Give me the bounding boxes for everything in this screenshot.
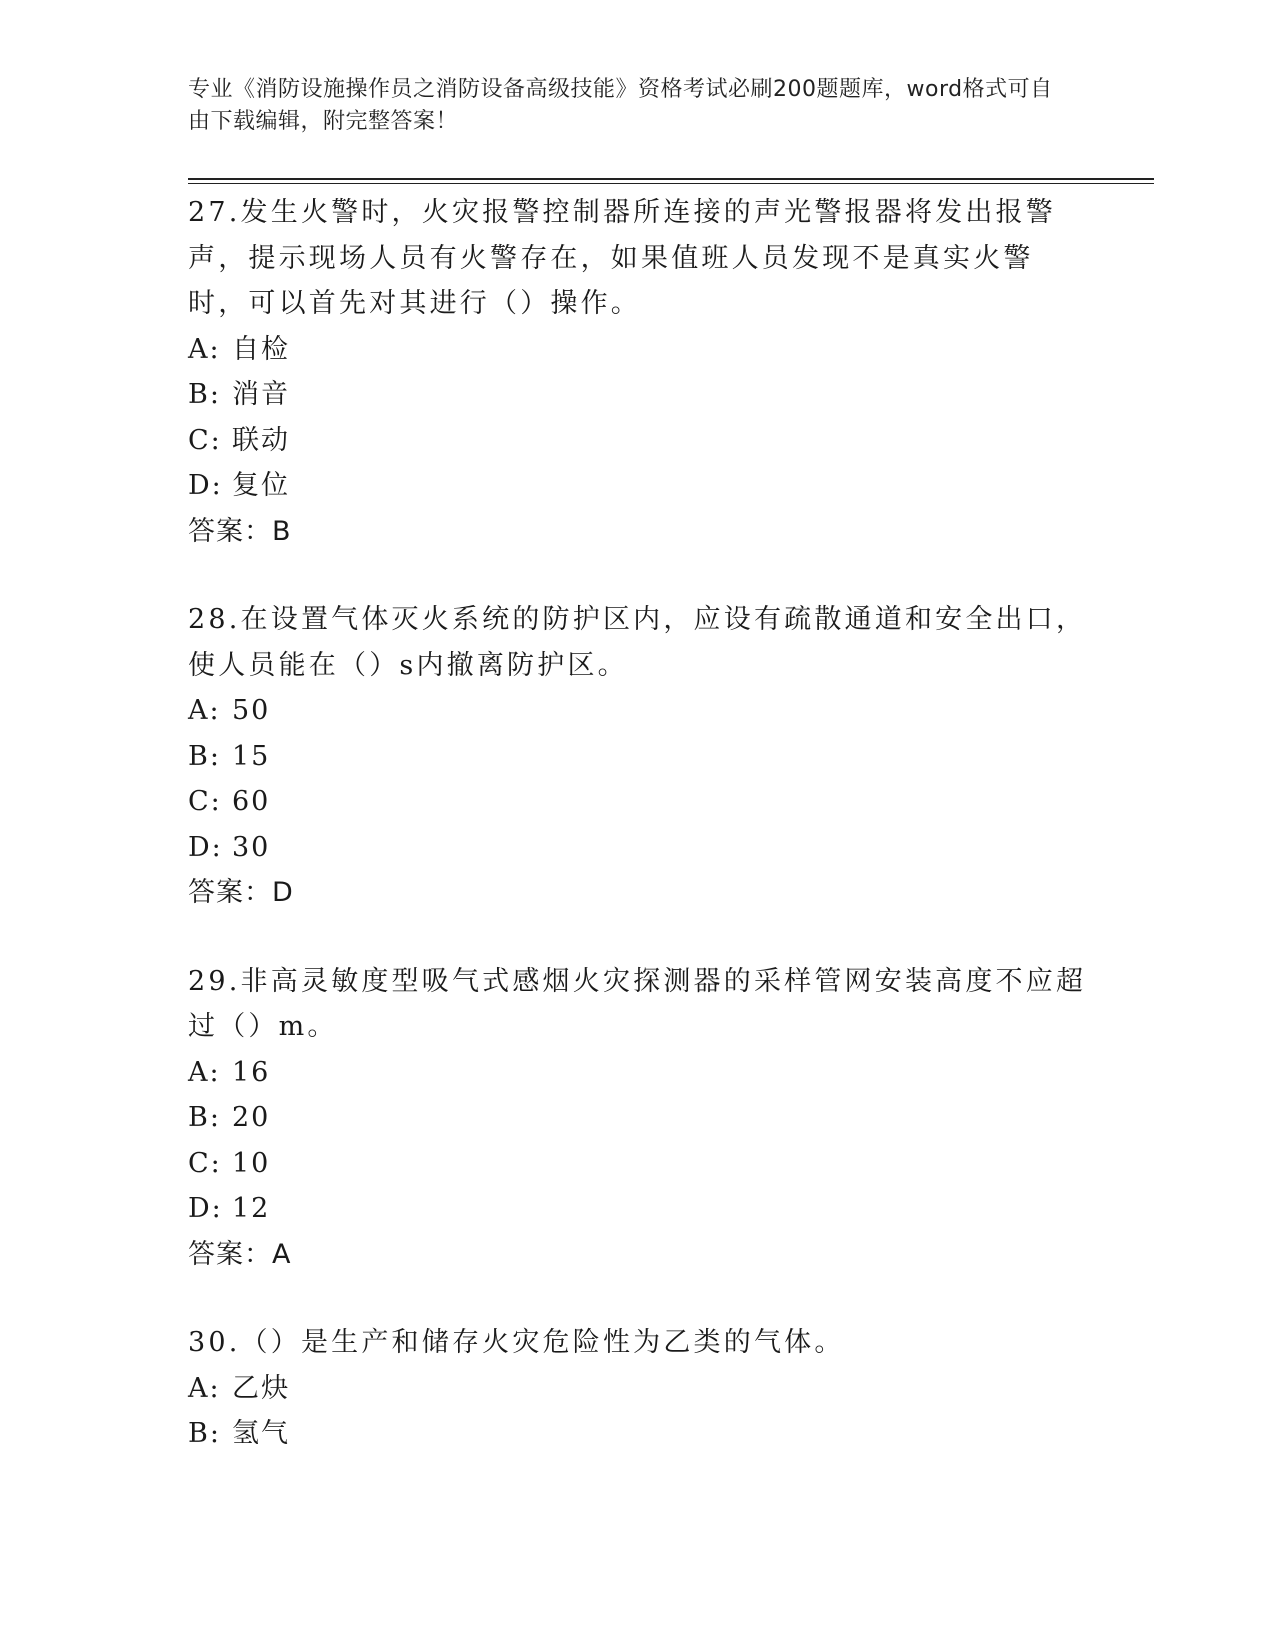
option-text: 16 xyxy=(232,1056,271,1088)
answer-line: 答案：B xyxy=(188,515,292,547)
header-divider-thin xyxy=(188,183,1154,184)
option-text: 自检 xyxy=(232,333,290,365)
option-letter: C: xyxy=(188,1147,222,1179)
question-stem: 28.在设置气体灭火系统的防护区内，应设有疏散通道和安全出口，使人员能在（）s内撤离防护区。 xyxy=(188,604,1087,681)
option-letter: A: xyxy=(188,695,221,726)
option-list xyxy=(188,327,1088,509)
question-stem: 29.非高灵敏度型吸气式感烟火灾探测器的采样管网安装高度不应超过（）m。 xyxy=(188,965,1087,1042)
option-letter: D: xyxy=(188,1193,223,1224)
option-a xyxy=(188,1050,1088,1096)
option-a xyxy=(188,688,1088,734)
option-text: 乙炔 xyxy=(232,1372,290,1404)
option-letter: B: xyxy=(188,1418,221,1449)
option-text: 复位 xyxy=(232,470,290,501)
option-text: 氢气 xyxy=(232,1418,290,1449)
option-letter: A: xyxy=(188,333,221,365)
option-text: 60 xyxy=(232,786,271,817)
option-text: 12 xyxy=(232,1193,271,1224)
answer-line: 答案：A xyxy=(188,1238,292,1270)
option-list xyxy=(188,688,1088,870)
option-letter: A: xyxy=(188,1056,221,1088)
option-a xyxy=(188,327,1088,373)
option-text: 联动 xyxy=(232,424,290,456)
option-text: 15 xyxy=(232,740,271,772)
option-text: 50 xyxy=(232,695,271,726)
option-text: 30 xyxy=(232,831,271,863)
question-30 xyxy=(188,1320,1088,1457)
option-b xyxy=(188,1095,1088,1141)
option-letter: B: xyxy=(188,379,221,410)
option-letter: C: xyxy=(188,786,222,817)
option-c xyxy=(188,779,1088,825)
option-letter: C: xyxy=(188,424,222,456)
option-letter: B: xyxy=(188,1102,221,1133)
option-list xyxy=(188,1366,1088,1457)
option-a xyxy=(188,1366,1088,1412)
option-text: 20 xyxy=(232,1102,271,1133)
option-d xyxy=(188,1186,1088,1232)
header-divider-thick xyxy=(188,178,1154,180)
question-stem: 30.（）是生产和储存火灾危险性为乙类的气体。 xyxy=(188,1327,845,1358)
option-letter: D: xyxy=(188,470,223,501)
option-text: 10 xyxy=(232,1147,271,1179)
option-b xyxy=(188,372,1088,418)
option-letter: B: xyxy=(188,740,221,772)
answer-line: 答案：D xyxy=(188,877,294,908)
option-text: 消音 xyxy=(232,379,290,410)
option-b xyxy=(188,734,1088,780)
option-c xyxy=(188,1141,1088,1187)
header-intro: 专业《消防设施操作员之消防设备高级技能》资格考试必刷200题题库，word格式可自由下载编辑，附完整答案！ xyxy=(188,77,1053,134)
question-28 xyxy=(188,597,1088,916)
question-29 xyxy=(188,959,1088,1278)
option-letter: A: xyxy=(188,1372,221,1404)
option-c xyxy=(188,418,1088,464)
option-d xyxy=(188,825,1088,871)
question-27 xyxy=(188,190,1088,554)
question-list xyxy=(188,190,1088,1500)
option-d xyxy=(188,463,1088,509)
question-stem: 27.发生火警时，火灾报警控制器所连接的声光警报器将发出报警声，提示现场人员有火警存在，如果值班人员发现不是真实火警时，可以首先对其进行（）操作。 xyxy=(188,197,1056,319)
option-letter: D: xyxy=(188,831,223,863)
option-b xyxy=(188,1411,1088,1457)
option-list xyxy=(188,1050,1088,1232)
